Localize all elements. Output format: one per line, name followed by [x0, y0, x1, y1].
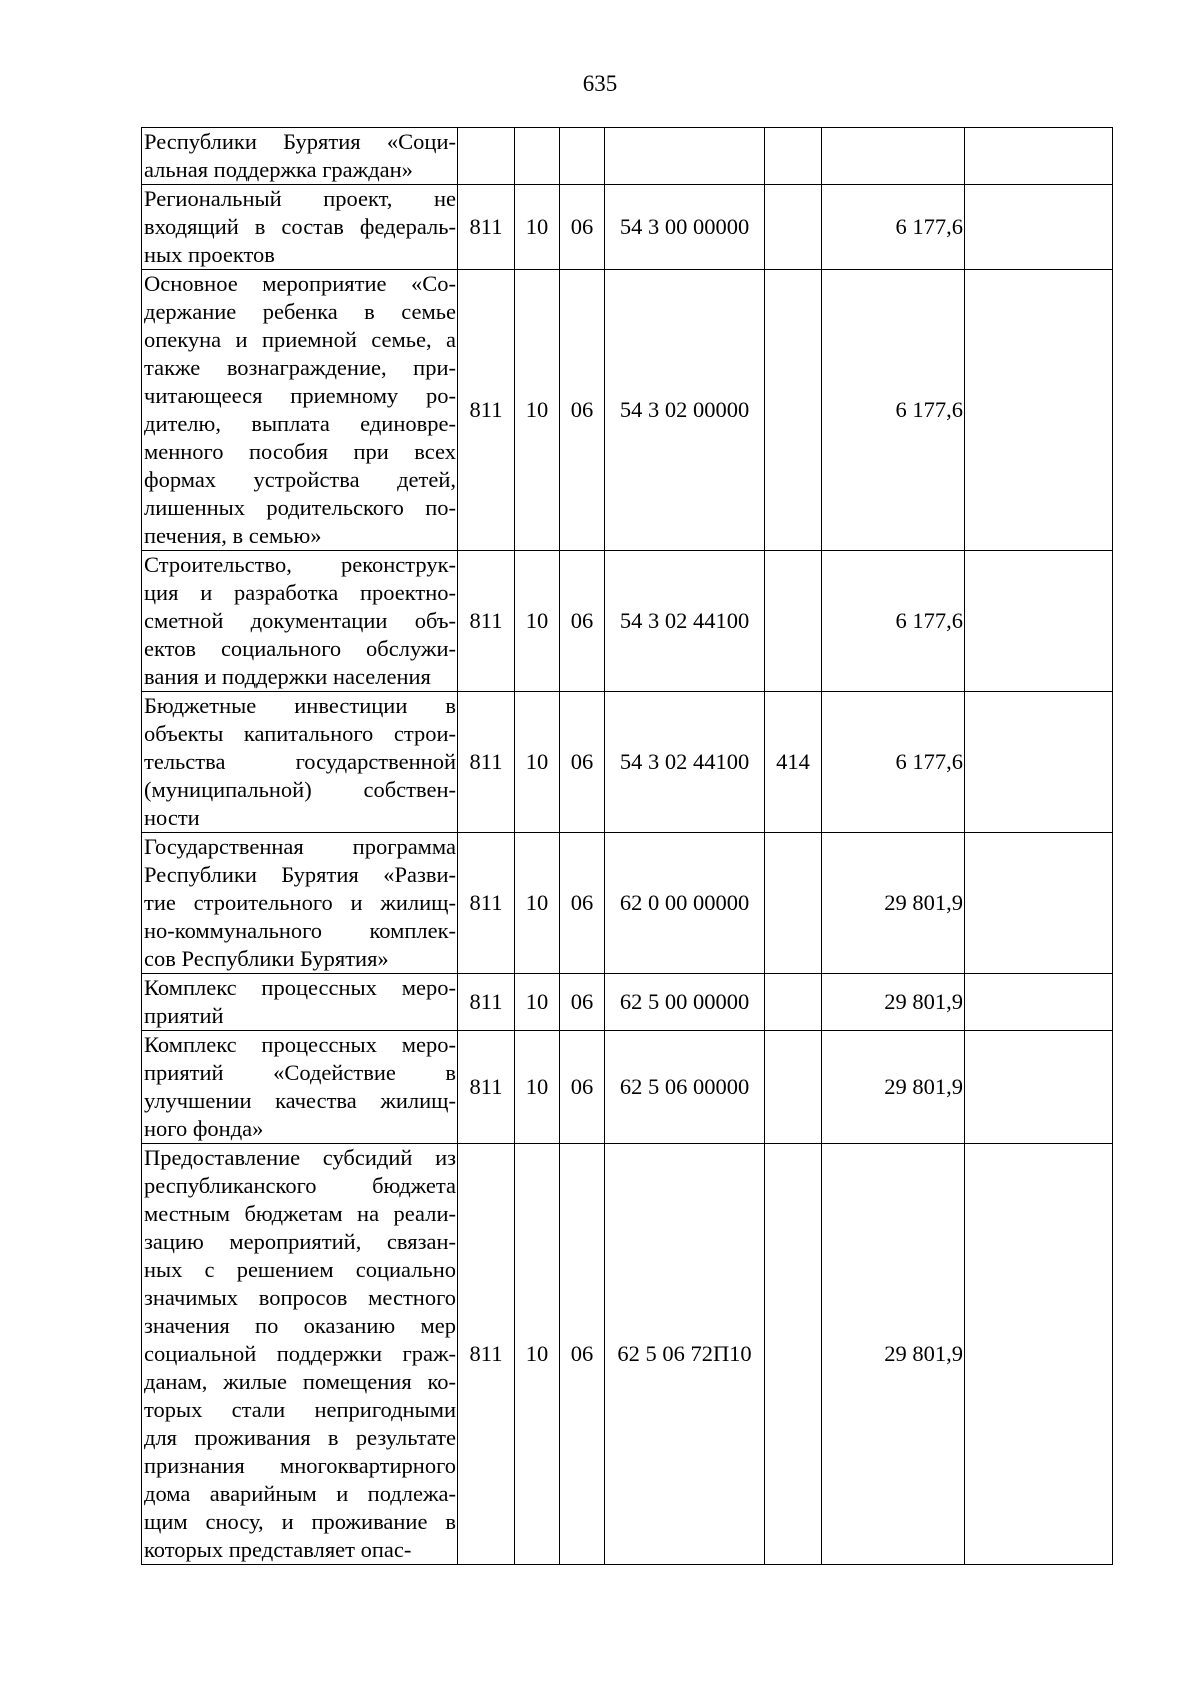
item-name-line: признания многоквартирного: [144, 1453, 456, 1478]
item-name-line: лишенных родительского по-: [144, 495, 456, 520]
item-name-line: ных с решением социально: [144, 1257, 456, 1282]
item-name-line: Комплекс процессных меро-: [144, 975, 456, 1000]
extra-cell: [965, 833, 1113, 974]
ministry-code-cell: 811: [458, 270, 515, 551]
target-article-cell: 62 5 00 00000: [605, 974, 765, 1031]
item-name-line: держание ребенка в семье: [144, 299, 456, 324]
item-name-line: тие строительного и жилищ-: [144, 890, 456, 915]
item-name-line: зацию мероприятий, связан-: [144, 1229, 456, 1254]
section-code-cell: 10: [515, 1144, 560, 1565]
item-name-line: приятий «Содействие в: [144, 1060, 456, 1085]
item-name-line: тельства государственной: [144, 749, 456, 774]
item-name-line: вания и поддержки населения: [144, 664, 431, 689]
item-name-cell: [142, 692, 458, 833]
ministry-code-cell: 811: [458, 692, 515, 833]
subsection-code-cell: 06: [560, 692, 605, 833]
ministry-code-cell: 811: [458, 1144, 515, 1565]
item-name-cell: [142, 974, 458, 1031]
ministry-code-cell: 811: [458, 185, 515, 270]
amount-cell: 6 177,6: [822, 185, 965, 270]
item-name-line: формах устройства детей,: [144, 467, 456, 492]
ministry-code-cell: 811: [458, 974, 515, 1031]
amount-cell: 6 177,6: [822, 551, 965, 692]
extra-cell: [965, 128, 1113, 185]
item-name-line: объекты капитального строи-: [144, 721, 456, 746]
item-name-line: социальной поддержки граж-: [144, 1341, 456, 1366]
table-row: [142, 974, 1113, 1031]
item-name-line: ного фонда»: [144, 1116, 264, 1141]
section-code-cell: 10: [515, 833, 560, 974]
amount-cell: 29 801,9: [822, 1144, 965, 1565]
extra-cell: [965, 974, 1113, 1031]
target-article-cell: 62 5 06 00000: [605, 1031, 765, 1144]
subsection-code-cell: [560, 128, 605, 185]
budget-table: [141, 127, 1113, 1565]
item-name-line: (муниципальной) собствен-: [144, 777, 456, 802]
subsection-code-cell: 06: [560, 974, 605, 1031]
ministry-code-cell: 811: [458, 551, 515, 692]
item-name-line: значимых вопросов местного: [144, 1285, 456, 1310]
amount-cell: 29 801,9: [822, 1031, 965, 1144]
item-name-line: Региональный проект, не: [144, 186, 456, 211]
item-name-cell: [142, 551, 458, 692]
target-article-cell: 54 3 02 00000: [605, 270, 765, 551]
item-name-line: Республики Бурятия «Разви-: [144, 862, 456, 887]
expense-type-cell: [765, 270, 822, 551]
extra-cell: [965, 551, 1113, 692]
subsection-code-cell: 06: [560, 270, 605, 551]
section-code-cell: 10: [515, 1031, 560, 1144]
amount-cell: 6 177,6: [822, 692, 965, 833]
target-article-cell: 62 0 00 00000: [605, 833, 765, 974]
item-name-line: для проживания в результате: [144, 1425, 456, 1450]
item-name-line: приятий: [144, 1003, 224, 1028]
item-name-line: которых представляет опас-: [144, 1537, 412, 1562]
item-name-line: но-коммунального комплек-: [144, 918, 456, 943]
table-row: [142, 551, 1113, 692]
table-body: [142, 128, 1113, 1565]
table-row: [142, 1144, 1113, 1565]
table-row: [142, 270, 1113, 551]
expense-type-cell: [765, 1031, 822, 1144]
section-code-cell: 10: [515, 974, 560, 1031]
target-article-cell: 62 5 06 72П10: [605, 1144, 765, 1565]
item-name-line: читающееся приемному ро-: [144, 383, 456, 408]
table-row: [142, 833, 1113, 974]
table-row: [142, 692, 1113, 833]
section-code-cell: 10: [515, 692, 560, 833]
extra-cell: [965, 1144, 1113, 1565]
subsection-code-cell: 06: [560, 833, 605, 974]
subsection-code-cell: 06: [560, 551, 605, 692]
subsection-code-cell: 06: [560, 185, 605, 270]
target-article-cell: 54 3 02 44100: [605, 551, 765, 692]
item-name-cell: [142, 1144, 458, 1565]
expense-type-cell: 414: [765, 692, 822, 833]
item-name-line: Строительство, реконструк-: [144, 552, 456, 577]
item-name-line: печения, в семью»: [144, 523, 322, 548]
page-number: 635: [582, 71, 618, 96]
item-name-line: значения по оказанию мер: [144, 1313, 456, 1338]
item-name-cell: [142, 128, 458, 185]
expense-type-cell: [765, 833, 822, 974]
table-row: [142, 1031, 1113, 1144]
item-name-line: Бюджетные инвестиции в: [144, 693, 456, 718]
item-name-line: Республики Бурятия «Соци-: [144, 129, 456, 154]
item-name-cell: [142, 833, 458, 974]
expense-type-cell: [765, 128, 822, 185]
amount-cell: [822, 128, 965, 185]
amount-cell: 6 177,6: [822, 270, 965, 551]
item-name-cell: [142, 185, 458, 270]
item-name-line: ности: [144, 805, 200, 830]
item-name-line: входящий в состав федераль-: [144, 214, 456, 239]
item-name-line: Основное мероприятие «Со-: [144, 271, 456, 296]
item-name-line: республиканского бюджета: [144, 1173, 456, 1198]
item-name-cell: [142, 1031, 458, 1144]
item-name-line: сов Республики Бурятия»: [144, 946, 389, 971]
section-code-cell: [515, 128, 560, 185]
item-name-cell: [142, 270, 458, 551]
extra-cell: [965, 692, 1113, 833]
expense-type-cell: [765, 1144, 822, 1565]
item-name-line: сметной документации объ-: [144, 608, 456, 633]
table-row: [142, 128, 1113, 185]
expense-type-cell: [765, 185, 822, 270]
expense-type-cell: [765, 551, 822, 692]
expense-type-cell: [765, 974, 822, 1031]
item-name-line: дома аварийным и подлежа-: [144, 1481, 456, 1506]
ministry-code-cell: 811: [458, 833, 515, 974]
ministry-code-cell: 811: [458, 1031, 515, 1144]
item-name-line: щим сносу, и проживание в: [144, 1509, 456, 1534]
item-name-line: ных проектов: [144, 242, 275, 267]
ministry-code-cell: [458, 128, 515, 185]
item-name-line: ектов социального обслужи-: [144, 636, 456, 661]
item-name-line: Государственная программа: [144, 834, 456, 859]
table-row: [142, 185, 1113, 270]
item-name-line: данам, жилые помещения ко-: [144, 1369, 456, 1394]
target-article-cell: [605, 128, 765, 185]
amount-cell: 29 801,9: [822, 974, 965, 1031]
target-article-cell: 54 3 02 44100: [605, 692, 765, 833]
item-name-line: Комплекс процессных меро-: [144, 1032, 456, 1057]
item-name-line: альная поддержка граждан»: [144, 157, 413, 182]
item-name-line: улучшении качества жилищ-: [144, 1088, 456, 1113]
extra-cell: [965, 1031, 1113, 1144]
item-name-line: Предоставление субсидий из: [144, 1145, 456, 1170]
target-article-cell: 54 3 00 00000: [605, 185, 765, 270]
subsection-code-cell: 06: [560, 1144, 605, 1565]
item-name-line: местным бюджетам на реали-: [144, 1201, 456, 1226]
extra-cell: [965, 270, 1113, 551]
item-name-line: менного пособия при всех: [144, 439, 456, 464]
subsection-code-cell: 06: [560, 1031, 605, 1144]
extra-cell: [965, 185, 1113, 270]
section-code-cell: 10: [515, 185, 560, 270]
item-name-line: ция и разработка проектно-: [144, 580, 456, 605]
item-name-line: торых стали непригодными: [144, 1397, 456, 1422]
item-name-line: опекуна и приемной семье, а: [144, 327, 456, 352]
item-name-line: также вознаграждение, при-: [144, 355, 456, 380]
amount-cell: 29 801,9: [822, 833, 965, 974]
section-code-cell: 10: [515, 270, 560, 551]
section-code-cell: 10: [515, 551, 560, 692]
item-name-line: дителю, выплата единовре-: [144, 411, 456, 436]
